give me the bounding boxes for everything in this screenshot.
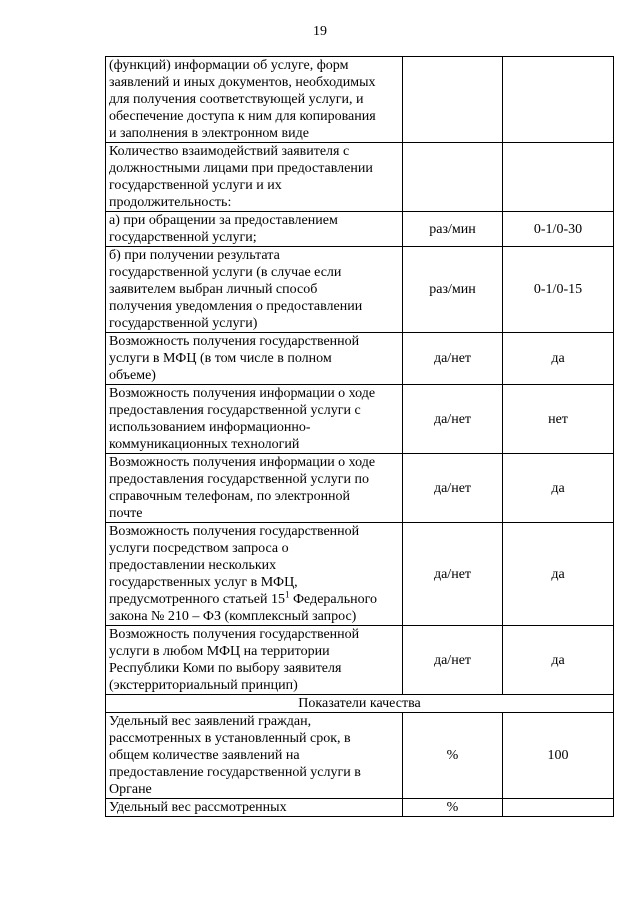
description-line: Органе [109,782,152,797]
description-line: и заполнения в электронном виде [109,126,309,141]
indicator-description [106,713,403,799]
description-text: Федерального [289,592,378,607]
indicator-description [106,212,403,247]
description-line: предоставления государственной услуги по [109,472,369,487]
description-line: государственных услуг в МФЦ, [109,575,298,590]
indicator-unit: да/нет [403,385,503,454]
indicator-description [106,57,403,143]
indicator-unit: % [403,799,503,817]
description-line: услуги посредством запроса о [109,541,289,556]
table-row [106,247,614,333]
description-line: б) при получении результата [109,248,280,263]
description-line: Удельный вес заявлений граждан, [109,714,312,729]
indicator-unit: раз/мин [403,247,503,333]
table-row [106,385,614,454]
description-line: государственной услуги и их [109,178,282,193]
indicator-description [106,385,403,454]
indicator-value: нет [503,385,614,454]
description-line: Возможность получения информации о ходе [109,386,376,401]
table-row [106,333,614,385]
indicator-unit: да/нет [403,454,503,523]
description-line: Количество взаимодействий заявителя с [109,144,350,159]
indicator-value [503,57,614,143]
table-row [106,454,614,523]
description-line: Удельный вес рассмотренных [109,800,287,815]
description-line [109,591,399,608]
table-row [106,626,614,695]
indicator-value: да [503,523,614,626]
page-number: 19 [313,24,327,39]
indicators-table [105,56,614,817]
indicator-value [503,799,614,817]
description-line: предоставления государственной услуги с [109,403,361,418]
table-row [106,523,614,626]
indicator-value: 100 [503,713,614,799]
description-line: заявителем выбран личный способ [109,282,318,297]
description-line: государственной услуги) [109,316,258,331]
description-line: заявлений и иных документов, необходимых [109,75,376,90]
description-line: (экстерриториальный принцип) [109,678,298,693]
indicator-description [106,799,403,817]
indicator-unit: раз/мин [403,212,503,247]
indicator-unit: да/нет [403,333,503,385]
indicator-unit [403,143,503,212]
description-line: предоставление государственной услуги в [109,765,361,780]
description-line: государственной услуги; [109,230,257,245]
indicator-value: да [503,454,614,523]
table-row [106,57,614,143]
indicator-unit: % [403,713,503,799]
indicator-description [106,454,403,523]
indicator-description [106,626,403,695]
description-line: услуги в любом МФЦ на территории [109,644,330,659]
indicator-value: да [503,626,614,695]
description-line: обеспечение доступа к ним для копирования [109,109,376,124]
description-line: для получения соответствующей услуги, и [109,92,364,107]
table-row [106,143,614,212]
description-line: рассмотренных в установленный срок, в [109,731,351,746]
description-line: продолжительность: [109,195,232,210]
description-line: получения уведомления о предоставлении [109,299,363,314]
indicator-value: 0-1/0-15 [503,247,614,333]
description-line: Возможность получения государственной [109,334,360,349]
description-line: использованием информационно- [109,420,311,435]
description-line: общем количестве заявлений на [109,748,300,763]
description-line: предоставлении нескольких [109,558,277,573]
section-heading: Показатели качества [106,695,614,713]
indicator-value: 0-1/0-30 [503,212,614,247]
indicator-description [106,523,403,626]
table-row [106,799,614,817]
description-line: Возможность получения государственной [109,524,360,539]
indicator-value: да [503,333,614,385]
description-line: Возможность получения государственной [109,627,360,642]
superscript: 1 [284,589,290,600]
description-line: а) при обращении за предоставлением [109,213,338,228]
indicator-description [106,333,403,385]
description-line: закона № 210 – ФЗ (комплексный запрос) [109,609,357,624]
table-row [106,713,614,799]
description-line: объеме) [109,368,156,383]
indicator-unit: да/нет [403,523,503,626]
description-line: должностными лицами при предоставлении [109,161,373,176]
description-line: почте [109,506,143,521]
description-line: услуги в МФЦ (в том числе в полном [109,351,332,366]
description-line: справочным телефонам, по электронной [109,489,351,504]
indicator-description [106,143,403,212]
section-heading-row [106,695,614,713]
indicator-unit [403,57,503,143]
description-line: Возможность получения информации о ходе [109,455,376,470]
description-line: коммуникационных технологий [109,437,300,452]
description-line: государственной услуги (в случае если [109,265,342,280]
table-row [106,212,614,247]
indicator-unit: да/нет [403,626,503,695]
description-line: (функций) информации об услуге, форм [109,58,349,73]
description-text: предусмотренного статьей 15 [109,592,285,607]
indicator-value [503,143,614,212]
indicator-description [106,247,403,333]
description-line: Республики Коми по выбору заявителя [109,661,342,676]
